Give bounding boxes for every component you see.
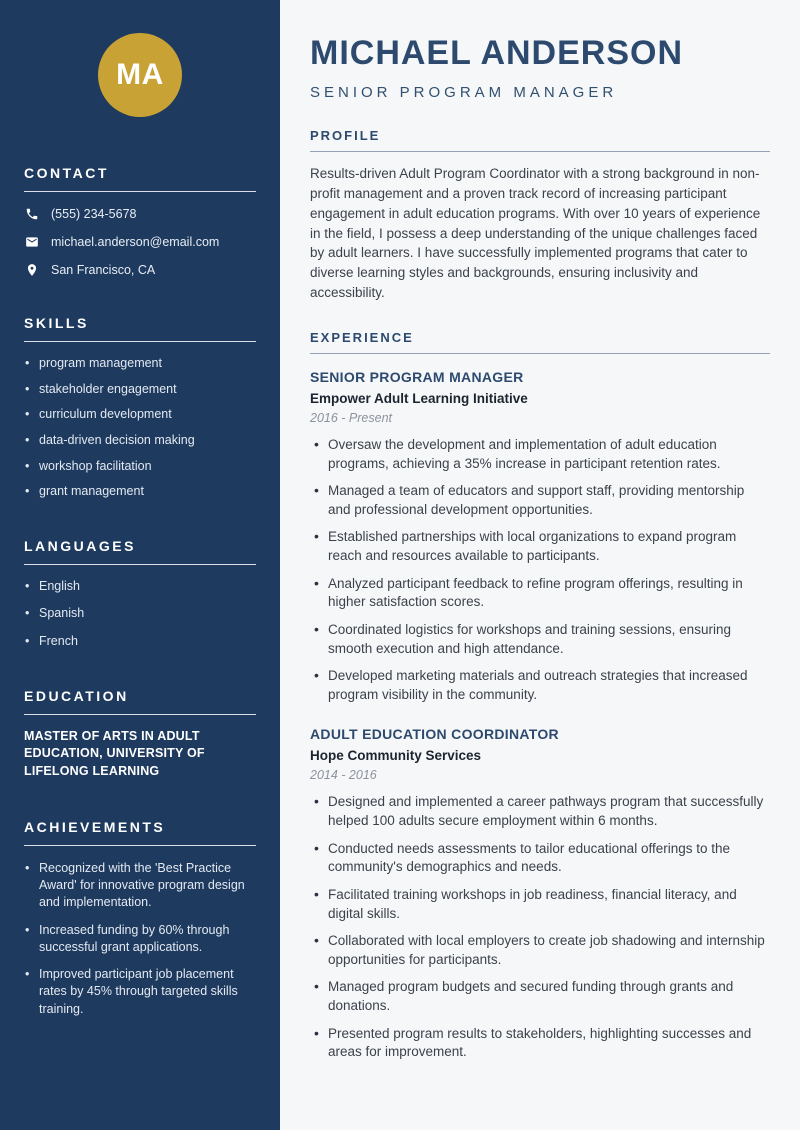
contact-row-email (24, 234, 256, 249)
job-bullet: • Facilitated training workshops in job readiness, financial literacy, and digital skills. (310, 886, 770, 923)
main-content (280, 0, 800, 1130)
skill-item: • workshop facilitation (24, 459, 256, 475)
achievements-heading: ACHIEVEMENTS (24, 819, 256, 846)
languages-heading: LANGUAGES (24, 538, 256, 565)
skill-item: • curriculum development (24, 407, 256, 423)
location-icon (24, 262, 39, 277)
job-bullet: • Managed program budgets and secured funding through grants and donations. (310, 978, 770, 1015)
skill-item: • data-driven decision making (24, 433, 256, 449)
avatar-initials: MA (116, 58, 164, 91)
contact-row-phone (24, 206, 256, 221)
achievement-item: • Recognized with the 'Best Practice Award' for innovative program design and implementation. (24, 860, 256, 912)
job-bullet: • Conducted needs assessments to tailor educational offerings to the community's demographics and needs. (310, 840, 770, 877)
profile-section (310, 128, 770, 303)
job-dates: 2014 - 2016 (310, 768, 377, 783)
contact-email-text: michael.anderson@email.com (51, 234, 220, 249)
job-company: Hope Community Services (310, 748, 482, 764)
job-bullet: • Managed a team of educators and support staff, providing mentorship and professional development opportunities. (310, 482, 770, 519)
achievements-section (24, 819, 256, 1018)
languages-list (24, 579, 256, 650)
avatar (98, 33, 182, 117)
avatar-wrap (24, 33, 256, 117)
person-name: MICHAEL ANDERSON (310, 34, 684, 72)
contact-section (24, 165, 256, 277)
sidebar (0, 0, 280, 1130)
job-bullets (310, 436, 770, 705)
skill-item: • stakeholder engagement (24, 382, 256, 398)
language-item: • Spanish (24, 606, 256, 622)
language-item: • English (24, 579, 256, 595)
experience-heading: EXPERIENCE (310, 330, 770, 354)
phone-icon (24, 206, 39, 221)
job-role: SENIOR PROGRAM MANAGER (310, 368, 524, 385)
contact-list (24, 206, 256, 277)
education-section (24, 688, 256, 781)
profile-text: Results-driven Adult Program Coordinator with a strong background in non-profit management and a proven track record of increasing participant engagement in adult education programs. With over 10 years of experience in the field, I possess a deep understanding of the unique challenges faced by adult learners. I have successfully implemented programs that cater to diverse learning styles and backgrounds, ensuring inclusivity and accessibility. (310, 166, 761, 301)
education-degree: MASTER OF ARTS IN ADULT EDUCATION, UNIVERSITY OF LIFELONG LEARNING (24, 728, 205, 779)
experience-section (310, 330, 770, 1062)
skills-list (24, 356, 256, 500)
job-bullet: • Oversaw the development and implementation of adult education programs, achieving a 35% increase in participant retention rates. (310, 436, 770, 473)
languages-section (24, 538, 256, 650)
job-bullet: • Established partnerships with local organizations to expand program reach and resources available to participants. (310, 528, 770, 565)
mail-icon (24, 234, 39, 249)
skill-item: • program management (24, 356, 256, 372)
job-bullet: • Presented program results to stakeholders, highlighting successes and areas for improvement. (310, 1025, 770, 1062)
achievements-list (24, 860, 256, 1018)
job-bullets (310, 793, 770, 1062)
education-heading: EDUCATION (24, 688, 256, 715)
skills-heading: SKILLS (24, 315, 256, 342)
contact-heading: CONTACT (24, 165, 256, 192)
experience-job-1 (310, 369, 770, 705)
skill-item: • grant management (24, 484, 256, 500)
job-company: Empower Adult Learning Initiative (310, 390, 528, 406)
contact-phone-text: (555) 234-5678 (51, 206, 137, 221)
job-bullet: • Coordinated logistics for workshops and training sessions, ensuring smooth execution and high attendance. (310, 621, 770, 658)
experience-job-2 (310, 726, 770, 1062)
job-dates: 2016 - Present (310, 410, 392, 425)
job-role: ADULT EDUCATION COORDINATOR (310, 726, 559, 743)
language-item: • French (24, 634, 256, 650)
job-bullet: • Designed and implemented a career pathways program that successfully helped 100 adults secure employment within 6 months. (310, 793, 770, 830)
job-bullet: • Collaborated with local employers to create job shadowing and internship opportunities for participants. (310, 932, 770, 969)
profile-heading: PROFILE (310, 128, 770, 152)
skills-section (24, 315, 256, 500)
person-title: SENIOR PROGRAM MANAGER (310, 84, 618, 101)
achievement-item: • Increased funding by 60% through successful grant applications. (24, 922, 256, 957)
job-bullet: • Analyzed participant feedback to refine program offerings, resulting in higher satisfaction scores. (310, 575, 770, 612)
achievement-item: • Improved participant job placement rates by 45% through targeted skills training. (24, 966, 256, 1018)
contact-row-location (24, 262, 256, 277)
job-bullet: • Developed marketing materials and outreach strategies that increased program visibility in the community. (310, 667, 770, 704)
contact-location-text: San Francisco, CA (51, 262, 156, 277)
